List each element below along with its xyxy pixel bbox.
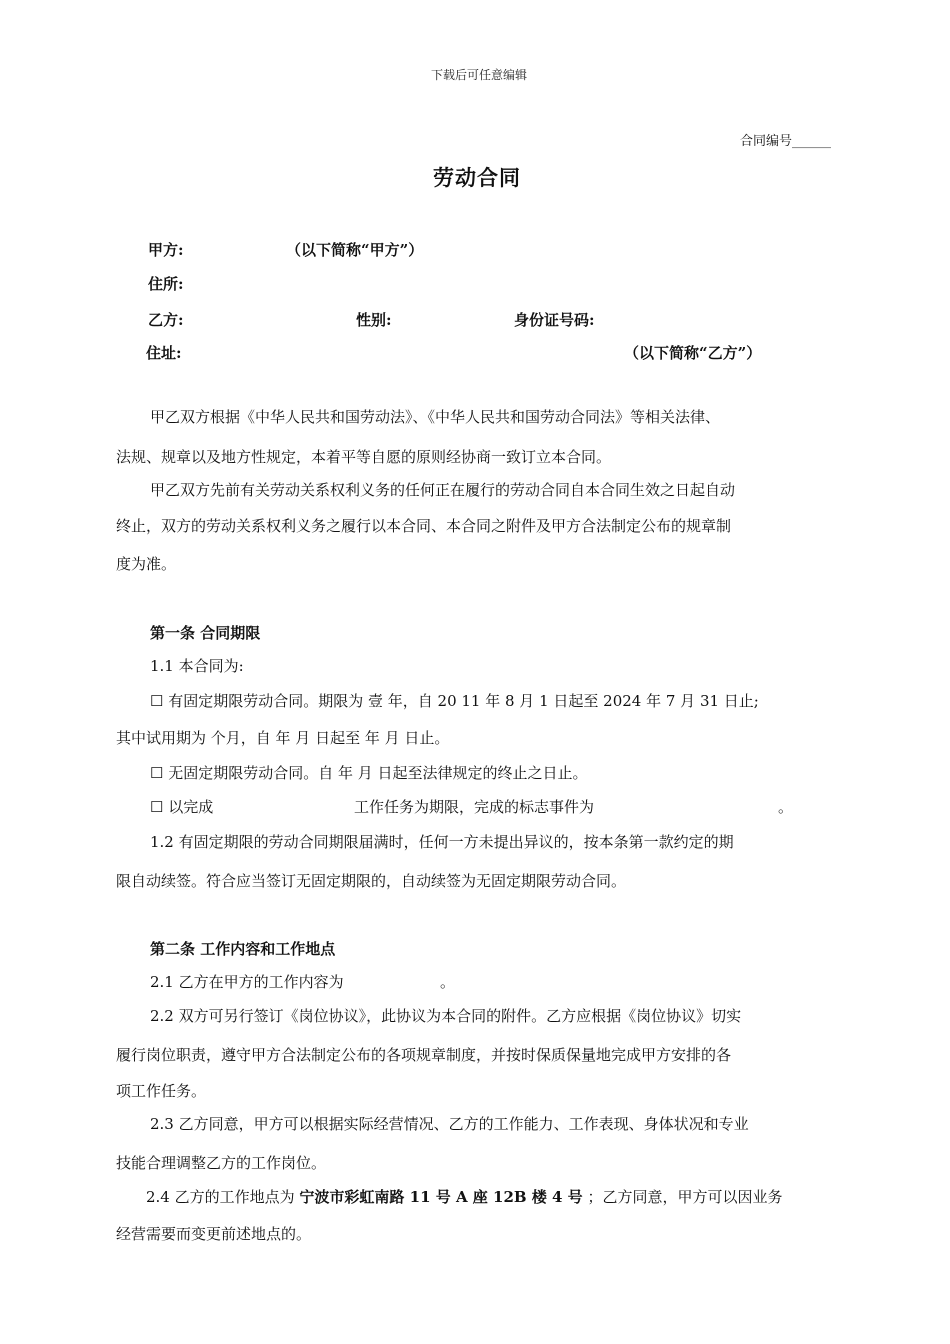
clause-1-2: 限自动续签。符合应当签订无固定期限的，自动续签为无固定期限劳动合同。 bbox=[116, 872, 627, 890]
work-location: 宁波市彩虹南路 11 号 A 座 12B 楼 4 号 bbox=[299, 1188, 583, 1206]
clause-2-4 bbox=[146, 1180, 782, 1214]
clause-2-3: 技能合理调整乙方的工作岗位。 bbox=[116, 1154, 327, 1172]
clause-2-1: 2.1 乙方在甲方的工作内容为 bbox=[150, 973, 344, 991]
option-task-based-end: 。 bbox=[778, 798, 794, 816]
clause-2-4: 经营需要而变更前述地点的。 bbox=[116, 1225, 312, 1243]
option-task-based: ☐ 以完成 bbox=[150, 798, 214, 816]
header-note: 下载后可任意编辑 bbox=[431, 68, 528, 82]
party-a-address-label: 住所: bbox=[148, 275, 184, 293]
preamble-line: 度为准。 bbox=[116, 555, 177, 573]
party-a-alias: （以下简称“甲方”） bbox=[286, 241, 424, 259]
preamble-line: 终止，双方的劳动关系权利义务之履行以本合同、本合同之附件及甲方合法制定公布的规章制 bbox=[116, 517, 732, 535]
option-task-based-text: 工作任务为期限，完成的标志事件为 bbox=[354, 798, 595, 816]
preamble-line: 甲乙双方根据《中华人民共和国劳动法》、《中华人民共和国劳动合同法》等相关法律、 bbox=[150, 408, 721, 426]
clause-2-2: 履行岗位职责，遵守甲方合法制定公布的各项规章制度，并按时保质保量地完成甲方安排的各 bbox=[116, 1046, 732, 1064]
preamble-line: 甲乙双方先前有关劳动关系权利义务的任何正在履行的劳动合同自本合同生效之日起自动 bbox=[150, 481, 736, 499]
id-number-label: 身份证号码: bbox=[514, 311, 595, 329]
clause-2-2: 2.2 双方可另行签订《岗位协议》，此协议为本合同的附件。乙方应根据《岗位协议》切实 bbox=[150, 1007, 742, 1025]
party-b-label: 乙方: bbox=[148, 311, 184, 329]
gender-label: 性别: bbox=[356, 311, 392, 329]
party-b-address-label: 住址: bbox=[146, 344, 182, 362]
page-title: 劳动合同 bbox=[433, 165, 521, 190]
preamble-line: 法规、规章以及地方性规定，本着平等自愿的原则经协商一致订立本合同。 bbox=[116, 448, 612, 466]
clause-1-1: 1.1 本合同为: bbox=[150, 657, 244, 675]
party-a-label: 甲方: bbox=[148, 241, 184, 259]
clause-1-2: 1.2 有固定期限的劳动合同期限届满时，任何一方未提出异议的，按本条第一款约定的期 bbox=[150, 833, 734, 851]
option-open-ended: ☐ 无固定期限劳动合同。自 年 月 日起至法律规定的终止之日止。 bbox=[150, 764, 588, 782]
party-b-alias: （以下简称“乙方”） bbox=[624, 344, 762, 362]
clause-2-2: 项工作任务。 bbox=[116, 1082, 207, 1100]
clause-2-4-rest: ；乙方同意，甲方可以因业务 bbox=[587, 1188, 783, 1206]
article-2-heading: 第二条 工作内容和工作地点 bbox=[150, 940, 336, 958]
option-fixed-term-probation: 其中试用期为 个月，自 年 月 日起至 年 月 日止。 bbox=[116, 729, 450, 747]
article-1-heading: 第一条 合同期限 bbox=[150, 624, 261, 642]
contract-number: 合同编号______ bbox=[740, 134, 832, 149]
option-fixed-term: ☐ 有固定期限劳动合同。期限为 壹 年，自 20 11 年 8 月 1 日起至 2024 年 7 月 31 日止; bbox=[150, 692, 759, 710]
clause-2-1-end: 。 bbox=[440, 973, 456, 991]
clause-2-3: 2.3 乙方同意，甲方可以根据实际经营情况、乙方的工作能力、工作表现、身体状况和专业 bbox=[150, 1115, 749, 1133]
clause-2-4-intro: 2.4 乙方的工作地点为 bbox=[146, 1188, 295, 1206]
